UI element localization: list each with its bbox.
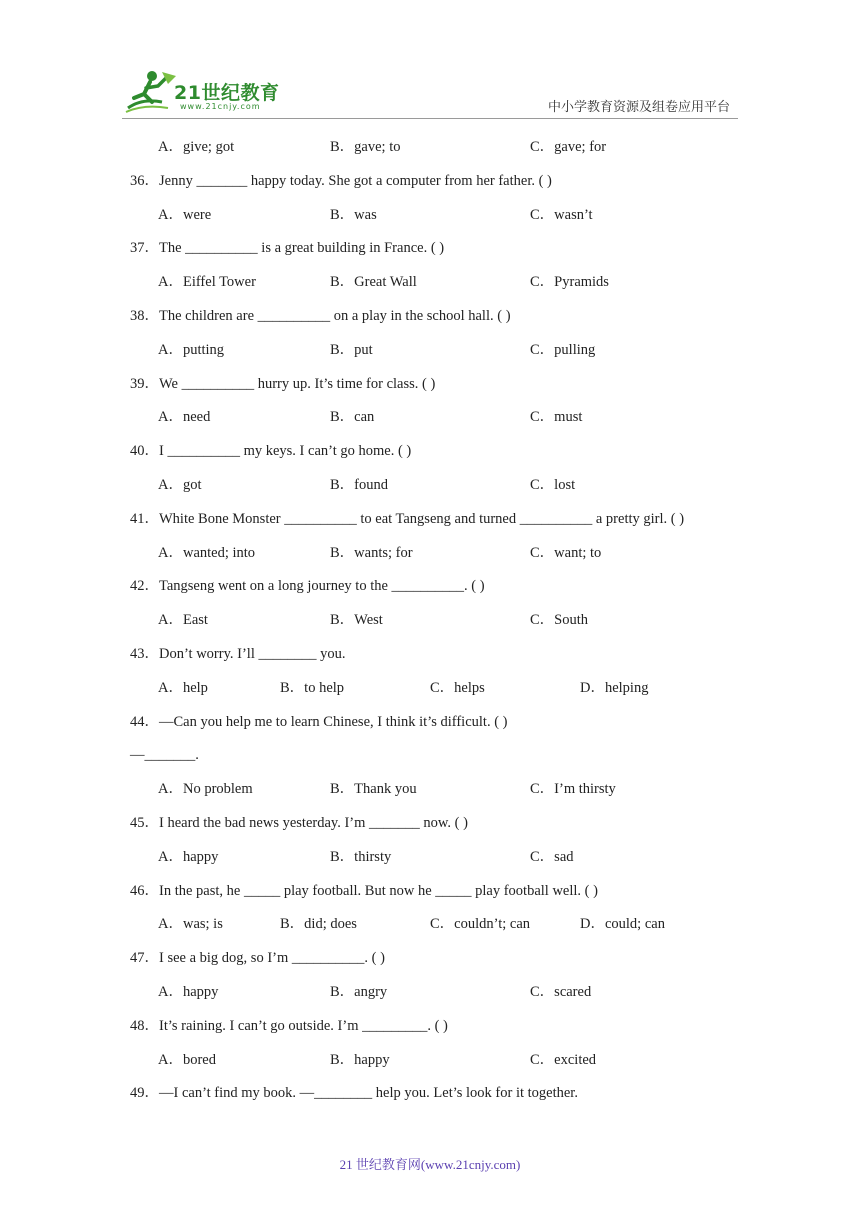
- answer-option: B．West: [330, 612, 383, 629]
- answer-option: D．helping: [580, 679, 649, 696]
- answer-option: B．found: [330, 477, 388, 493]
- answer-option: A．putting: [158, 341, 225, 358]
- answer-option: C．South: [530, 612, 589, 629]
- answer-option: A．happy: [158, 848, 219, 865]
- answer-option: C．wasn’t: [530, 206, 593, 223]
- question-text: 47．I see a big dog, so I’m __________. ( ): [130, 950, 385, 967]
- answer-option: C．pulling: [530, 341, 596, 358]
- answer-option: C．couldn’t; can: [430, 916, 531, 933]
- question-text: 40．I __________ my keys. I can’t go home. ( ): [130, 443, 412, 460]
- answer-option: A．were: [158, 206, 212, 223]
- question-text: 44．—Can you help me to learn Chinese, I think it’s difficult. ( ): [130, 713, 508, 730]
- question-text: —_______.: [130, 747, 199, 764]
- answer-option: B．was: [330, 206, 377, 223]
- logo-text: 21世纪教育: [174, 82, 280, 104]
- answer-option: C．I’m thirsty: [530, 781, 616, 798]
- answer-option: C．want; to: [530, 544, 602, 561]
- answer-option: C．Pyramids: [530, 274, 609, 291]
- answer-option: C．gave; for: [530, 139, 607, 155]
- answer-option: C．lost: [530, 477, 576, 493]
- answer-option: A．was; is: [158, 916, 223, 933]
- runner-logo-icon: [122, 68, 180, 116]
- question-text: 42．Tangseng went on a long journey to the __________. ( ): [130, 578, 485, 595]
- question-text: 39．We __________ hurry up. It’s time for class. ( ): [130, 375, 436, 392]
- header-tagline: 中小学教育资源及组卷应用平台: [547, 100, 730, 115]
- question-text: 37．The __________ is a great building in France. ( ): [130, 240, 445, 257]
- answer-option: A．East: [158, 612, 208, 629]
- site-logo[interactable]: [122, 68, 292, 116]
- answer-option: B．did; does: [280, 916, 357, 933]
- answer-option: B．gave; to: [330, 139, 401, 155]
- answer-option: C．scared: [530, 984, 592, 1000]
- answer-option: B．wants; for: [330, 544, 413, 561]
- question-text: 45．I heard the bad news yesterday. I’m _______ now. ( ): [130, 815, 468, 831]
- logo-url: www.21cnjy.com: [180, 102, 261, 111]
- answer-option: A．help: [158, 679, 208, 696]
- answer-option: C．sad: [530, 848, 574, 865]
- answer-option: C．must: [530, 409, 583, 426]
- answer-option: B．angry: [330, 984, 388, 1000]
- header-divider: [122, 118, 738, 119]
- answer-option: B．to help: [280, 679, 345, 696]
- answer-option: A．got: [158, 477, 202, 493]
- answer-option: A．need: [158, 409, 211, 426]
- answer-option: A．give; got: [158, 139, 235, 155]
- answer-option: B．thirsty: [330, 848, 392, 865]
- question-text: 43．Don’t worry. I’ll ________ you.: [130, 646, 346, 662]
- answer-option: A．No problem: [158, 781, 253, 798]
- answer-option: C．helps: [430, 679, 485, 696]
- answer-option: B．happy: [330, 1051, 390, 1068]
- answer-option: A．bored: [158, 1051, 216, 1068]
- answer-option: B．can: [330, 409, 375, 426]
- answer-option: A．happy: [158, 984, 219, 1000]
- page-header: [0, 0, 860, 125]
- answer-option: C．excited: [530, 1051, 597, 1068]
- answer-option: A．Eiffel Tower: [158, 274, 256, 291]
- question-text: 36．Jenny _______ happy today. She got a computer from her father. ( ): [130, 172, 552, 189]
- answer-option: A．wanted; into: [158, 544, 256, 561]
- question-text: 46．In the past, he _____ play football. But now he _____ play football well. ( ): [130, 882, 598, 899]
- question-text: 48．It’s raining. I can’t go outside. I’m _________. ( ): [130, 1017, 448, 1034]
- answer-option: B．Great Wall: [330, 274, 417, 291]
- answer-option: B．Thank you: [330, 781, 417, 798]
- answer-option: D．could; can: [580, 916, 665, 933]
- question-text: 49．—I can’t find my book. —________ help you. Let’s look for it together.: [130, 1085, 578, 1102]
- question-text: 38．The children are __________ on a play in the school hall. ( ): [130, 308, 511, 324]
- question-text: 41．White Bone Monster __________ to eat Tangseng and turned __________ a pretty girl. ( ): [130, 510, 685, 527]
- page-footer[interactable]: 21 世纪教育网(www.21cnjy.com): [339, 1157, 521, 1172]
- answer-option: B．put: [330, 341, 373, 358]
